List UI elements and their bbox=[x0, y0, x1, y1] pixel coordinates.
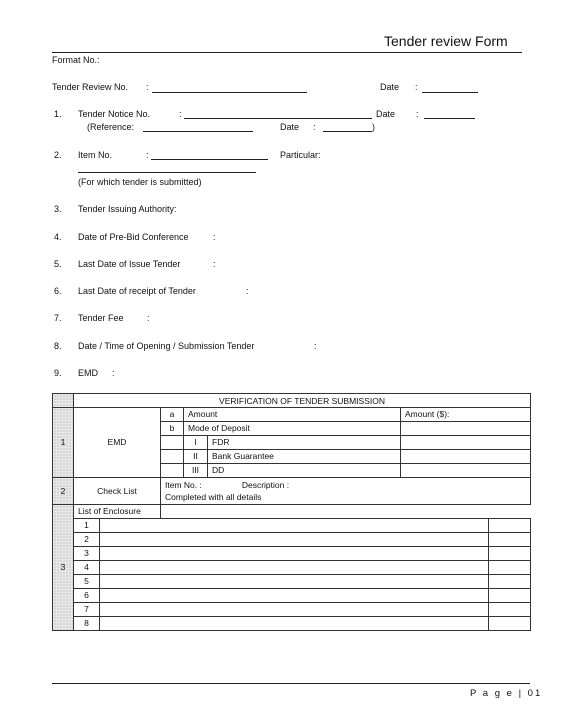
enclosure-row-number: 1 bbox=[74, 519, 100, 533]
enclosure-field[interactable] bbox=[100, 561, 489, 575]
enclosure-field[interactable] bbox=[100, 575, 489, 589]
tender-review-no-label: Tender Review No. bbox=[52, 82, 129, 92]
tender-fee-label: Tender Fee bbox=[78, 313, 124, 323]
check-completed: Completed with all details bbox=[165, 492, 262, 502]
reference-close-paren: ) bbox=[372, 122, 375, 132]
enclosure-field[interactable] bbox=[100, 547, 489, 561]
opening-time-colon: : bbox=[314, 341, 317, 351]
issuing-authority-label: Tender Issuing Authority: bbox=[78, 204, 177, 214]
enclosure-field[interactable] bbox=[100, 533, 489, 547]
enclosure-extra[interactable] bbox=[489, 561, 531, 575]
item-number: 2. bbox=[54, 150, 62, 160]
sub-letter: b bbox=[161, 422, 184, 436]
tender-notice-colon: : bbox=[179, 109, 182, 119]
reference-date-field[interactable] bbox=[323, 131, 372, 132]
enclosure-row-number: 4 bbox=[74, 561, 100, 575]
tender-review-no-field[interactable] bbox=[152, 92, 307, 93]
amount-currency-field[interactable]: Amount ($): bbox=[401, 408, 531, 422]
item-no-colon: : bbox=[146, 150, 149, 160]
enclosure-extra[interactable] bbox=[489, 617, 531, 631]
enclosure-extra[interactable] bbox=[489, 533, 531, 547]
page-number: P a g e | 01 bbox=[470, 688, 543, 699]
last-issue-colon: : bbox=[213, 259, 216, 269]
enclosure-field[interactable] bbox=[100, 617, 489, 631]
mode-value-field[interactable] bbox=[401, 436, 531, 450]
item-number: 4. bbox=[54, 232, 62, 242]
enclosure-field[interactable] bbox=[100, 589, 489, 603]
roman-numeral: II bbox=[184, 450, 208, 464]
mode-value-field[interactable] bbox=[401, 464, 531, 478]
review-date-label: Date bbox=[380, 82, 400, 92]
format-no-label: Format No.: bbox=[52, 55, 100, 65]
enclosure-row-number: 2 bbox=[74, 533, 100, 547]
blank-cell bbox=[161, 464, 184, 478]
enclosure-row-number: 6 bbox=[74, 589, 100, 603]
item-number: 3. bbox=[54, 204, 62, 214]
page-title: Tender review Form bbox=[384, 33, 508, 49]
mode-of-deposit-value[interactable] bbox=[401, 422, 531, 436]
mode-name: FDR bbox=[208, 436, 401, 450]
item-number: 6. bbox=[54, 286, 62, 296]
mode-value-field[interactable] bbox=[401, 450, 531, 464]
enclosure-label: List of Enclosure bbox=[74, 505, 161, 519]
enclosure-field[interactable] bbox=[100, 519, 489, 533]
enclosure-row-number: 7 bbox=[74, 603, 100, 617]
enclosure-row-number: 3 bbox=[74, 547, 100, 561]
emd-colon: : bbox=[112, 368, 115, 378]
item-number: 5. bbox=[54, 259, 62, 269]
review-date-field[interactable] bbox=[422, 92, 478, 93]
for-which-note: (For which tender is submitted) bbox=[78, 177, 202, 187]
emd-cell: EMD bbox=[74, 408, 161, 478]
last-issue-label: Last Date of Issue Tender bbox=[78, 259, 181, 269]
blank-cell bbox=[161, 436, 184, 450]
item-number: 9. bbox=[54, 368, 62, 378]
item-number: 8. bbox=[54, 341, 62, 351]
particular-field[interactable] bbox=[78, 172, 256, 173]
tender-review-colon: : bbox=[146, 82, 149, 92]
item-no-field[interactable] bbox=[151, 159, 268, 160]
tender-notice-field[interactable] bbox=[184, 118, 372, 119]
check-list-label: Check List bbox=[74, 478, 161, 505]
last-receipt-colon: : bbox=[246, 286, 249, 296]
tender-notice-date-colon: : bbox=[416, 109, 419, 119]
review-date-colon: : bbox=[415, 82, 418, 92]
reference-label: (Reference: bbox=[87, 122, 135, 132]
roman-numeral: III bbox=[184, 464, 208, 478]
row-number: 2 bbox=[53, 478, 74, 505]
enclosure-extra[interactable] bbox=[489, 589, 531, 603]
blank-cell bbox=[161, 450, 184, 464]
item-number: 7. bbox=[54, 313, 62, 323]
reference-field[interactable] bbox=[143, 131, 253, 132]
item-no-label: Item No. bbox=[78, 150, 113, 160]
check-item-no: Item No. : bbox=[165, 480, 202, 490]
title-divider bbox=[52, 52, 522, 53]
reference-date-label: Date bbox=[280, 122, 300, 132]
enclosure-extra[interactable] bbox=[489, 575, 531, 589]
row-number: 3 bbox=[53, 505, 74, 631]
tender-notice-date-field[interactable] bbox=[424, 118, 475, 119]
tender-notice-date-label: Date bbox=[376, 109, 396, 119]
shaded-cell bbox=[53, 394, 74, 408]
row-number: 1 bbox=[53, 408, 74, 478]
enclosure-extra[interactable] bbox=[489, 547, 531, 561]
footer-divider bbox=[52, 683, 530, 684]
item-number: 1. bbox=[54, 109, 62, 119]
sub-letter: a bbox=[161, 408, 184, 422]
tender-fee-colon: : bbox=[147, 313, 150, 323]
verification-table bbox=[52, 393, 531, 631]
check-list-details[interactable] bbox=[161, 478, 531, 505]
particular-label: Particular: bbox=[280, 150, 321, 160]
roman-numeral: I bbox=[184, 436, 208, 450]
enclosure-row-number: 5 bbox=[74, 575, 100, 589]
enclosure-extra[interactable] bbox=[489, 603, 531, 617]
mode-of-deposit-label: Mode of Deposit bbox=[184, 422, 401, 436]
check-description: Description : bbox=[241, 480, 290, 490]
mode-name: DD bbox=[208, 464, 401, 478]
enclosure-row-number: 8 bbox=[74, 617, 100, 631]
pre-bid-colon: : bbox=[213, 232, 216, 242]
tender-notice-label: Tender Notice No. bbox=[78, 109, 151, 119]
blank-cell bbox=[161, 505, 531, 519]
pre-bid-label: Date of Pre-Bid Conference bbox=[78, 232, 189, 242]
opening-time-label: Date / Time of Opening / Submission Tender bbox=[78, 341, 255, 351]
mode-name: Bank Guarantee bbox=[208, 450, 401, 464]
last-receipt-label: Last Date of receipt of Tender bbox=[78, 286, 196, 296]
amount-label: Amount bbox=[184, 408, 401, 422]
reference-date-colon: : bbox=[313, 122, 316, 132]
enclosure-field[interactable] bbox=[100, 603, 489, 617]
enclosure-extra[interactable] bbox=[489, 519, 531, 533]
emd-label: EMD bbox=[78, 368, 98, 378]
table-heading: VERIFICATION OF TENDER SUBMISSION bbox=[74, 394, 531, 408]
